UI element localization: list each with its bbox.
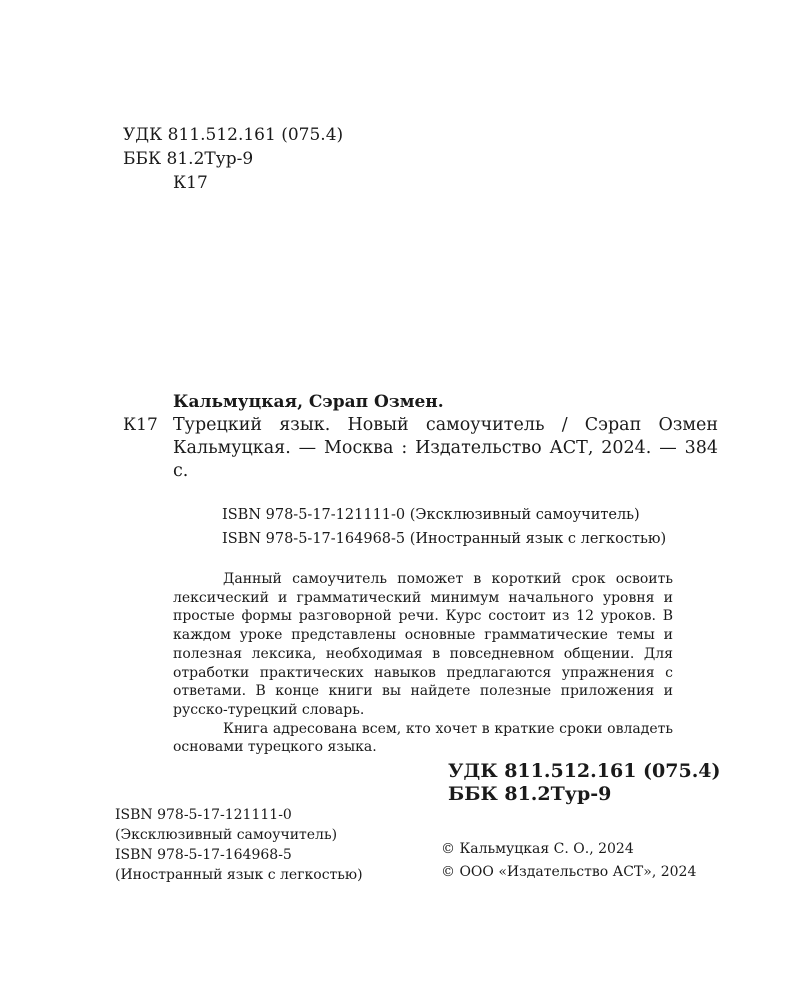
annotation [173,570,673,757]
top-code: К17 [173,173,208,193]
bottom-isbn-2-series: (Иностранный язык с легкостью) [115,867,363,883]
bottom-isbn-1: ISBN 978-5-17-121111-0 [115,807,292,823]
annotation-paragraph-1: Данный самоучитель поможет в короткий срок освоить лексический и грамматический минимум начального уровня и простые формы разговорной речи. Курс состоит из 12 уроков. В каждом уроке представлены основные грамматические темы и полезная лексика, необходимая в повседневном общении. Для отработки практических навыков предлагаются упражнения с ответами. В конце книги вы найдете полезные приложения и русско-турецкий словарь. [173,571,673,718]
annotation-paragraph-2: Книга адресована всем, кто хочет в краткие сроки овладеть основами турецкого языка. [173,720,673,756]
entry-isbn-1: ISBN 978-5-17-121111-0 (Эксклюзивный самоучитель) [222,507,640,523]
bottom-udk: УДК 811.512.161 (075.4) [448,760,721,782]
entry-isbn-2: ISBN 978-5-17-164968-5 (Иностранный язык с легкостью) [222,531,667,547]
bottom-bbk: ББК 81.2Тур-9 [448,783,612,805]
entry-author: Кальмуцкая, Сэрап Озмен. [173,392,444,412]
bottom-isbn-1-series: (Эксклюзивный самоучитель) [115,827,338,843]
top-bbk: ББК 81.2Тур-9 [123,149,254,169]
entry-description: Турецкий язык. Новый самоучитель / Сэрап Озмен Кальмуцкая. — Москва : Издательство АСТ, 2024. — 384 с. [173,415,718,481]
copyright-publisher: © ООО «Издательство АСТ», 2024 [441,864,697,880]
entry-code: К17 [123,415,158,435]
copyright-author: © Кальмуцкая С. О., 2024 [441,841,634,857]
bottom-isbn-2: ISBN 978-5-17-164968-5 [115,847,292,863]
top-udk: УДК 811.512.161 (075.4) [123,125,344,145]
